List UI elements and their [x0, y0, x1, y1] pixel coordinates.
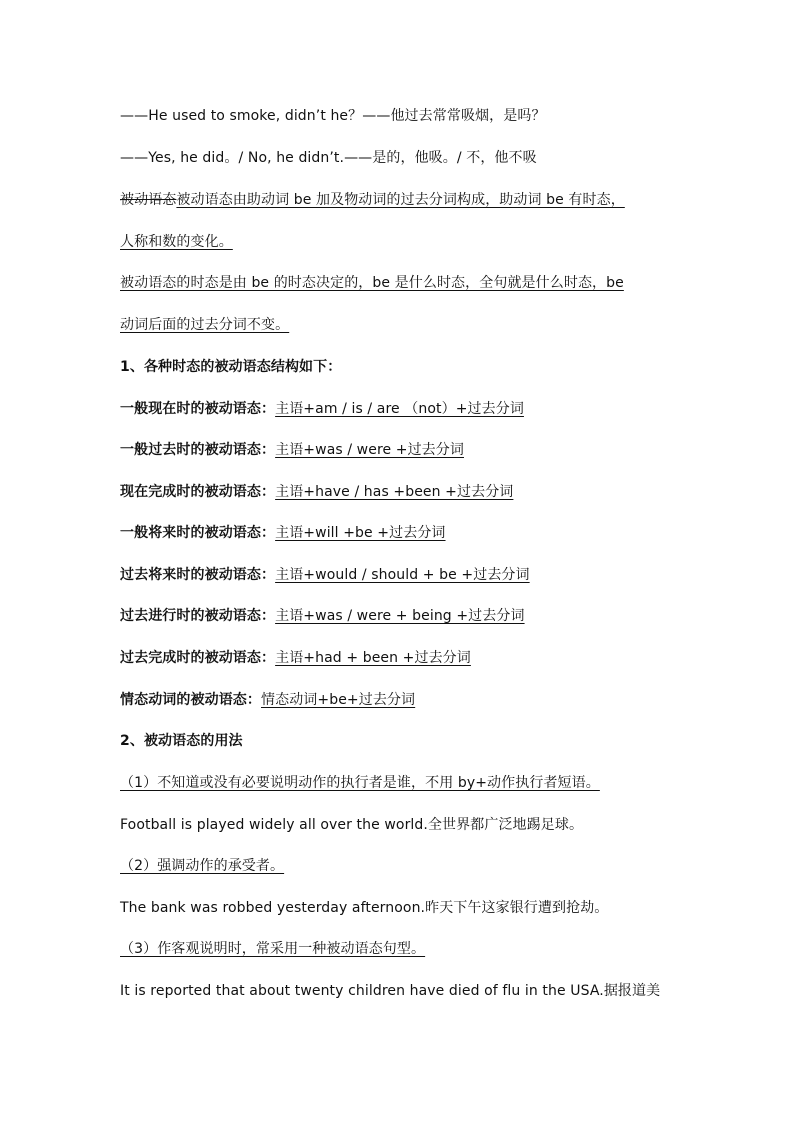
structure-row: [120, 565, 530, 585]
structure-formula: 主语+was / were + being +过去分词: [275, 608, 525, 624]
structure-row: [120, 399, 524, 419]
structure-row: [120, 606, 525, 626]
usage-rule-2: （2）强调动作的承受者。: [120, 858, 285, 874]
structure-formula: 主语+would / should + be +过去分词: [275, 567, 530, 583]
usage-rule-3: （3）作客观说明时，常采用一种被动语态句型。: [120, 941, 426, 957]
structure-label: 情态动词的被动语态：: [120, 692, 261, 708]
dialogue-line-2: ——Yes, he did。/ No, he didn’t.——是的，他吸。/ 不，他不吸: [120, 150, 537, 166]
passive-voice-heading: 被动语态: [120, 192, 177, 208]
structure-formula: 主语+am / is / are （not）+过去分词: [275, 401, 524, 417]
structure-label: 一般过去时的被动语态：: [120, 442, 276, 458]
structure-label: 过去完成时的被动语态：: [120, 650, 276, 666]
structure-formula: 主语+will +be +过去分词: [275, 525, 446, 541]
structure-label: 一般将来时的被动语态：: [120, 525, 276, 541]
structure-row: [120, 440, 464, 460]
usage-example-2: The bank was robbed yesterday afternoon.昨天下午这家银行遭到抢劫。: [120, 900, 609, 916]
structure-label: 一般现在时的被动语态：: [120, 401, 276, 417]
structure-label: 现在完成时的被动语态：: [120, 484, 276, 500]
usage-example-3: It is reported that about twenty children have died of flu in the USA.据报道美: [120, 983, 661, 999]
usage-example-1: Football is played widely all over the world.全世界都广泛地踢足球。: [120, 817, 584, 833]
passive-definition-text: 被动语态由助动词 be 加及物动词的过去分词构成，助动词 be 有时态，: [176, 192, 625, 208]
passive-definition-line-1: [120, 190, 625, 210]
structure-formula: 情态动词+be+过去分词: [261, 692, 416, 708]
structure-row: [120, 523, 446, 543]
usage-heading: 2、被动语态的用法: [120, 733, 243, 749]
usage-rule-1: （1）不知道或没有必要说明动作的执行者是谁，不用 by+动作执行者短语。: [120, 775, 600, 791]
dialogue-line-1: ——He used to smoke, didn’t he？——他过去常常吸烟，是吗？: [120, 108, 546, 124]
structure-formula: 主语+have / has +been +过去分词: [275, 484, 514, 500]
structure-row: [120, 690, 415, 710]
structure-row: [120, 648, 471, 668]
structure-row: [120, 482, 513, 502]
structure-label: 过去将来时的被动语态：: [120, 567, 276, 583]
structures-heading: 1、各种时态的被动语态结构如下：: [120, 359, 342, 375]
tense-note-line-2: 动词后面的过去分词不变。: [120, 317, 290, 333]
passive-definition-line-2: 人称和数的变化。: [120, 234, 233, 250]
structure-formula: 主语+was / were +过去分词: [275, 442, 464, 458]
tense-note-line-1: 被动语态的时态是由 be 的时态决定的，be 是什么时态，全句就是什么时态，be: [120, 275, 624, 291]
structure-formula: 主语+had + been +过去分词: [275, 650, 471, 666]
structure-label: 过去进行时的被动语态：: [120, 608, 276, 624]
